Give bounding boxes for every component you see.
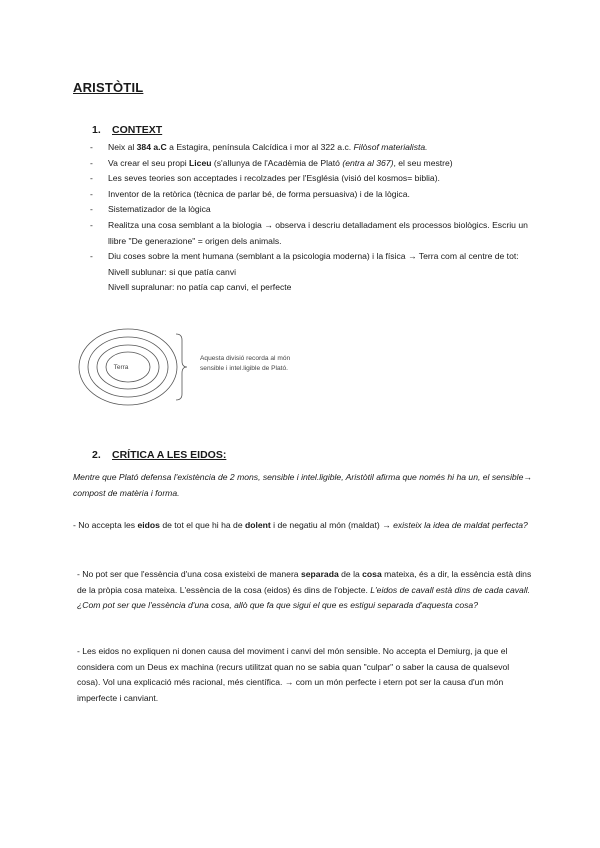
list-item: - Realitza una cosa semblant a la biologia → observa i descriu detalladament els processos biològics. Escriu un llibre "De generazione" = origen dels animals. xyxy=(90,219,528,246)
section-title: CONTEXT xyxy=(112,124,163,136)
context-list xyxy=(90,140,540,296)
list-item: - Sistematizador de la lògica xyxy=(90,204,211,215)
paragraph-essencia: - No pot ser que l'essència d'una cosa existeixi de manera separada de la cosa mateixa, és a dir, la essència està dins de la pròpia cosa mateixa. L'essència de la cosa (eidos) és dins de l'objecte. L'eidos de cavall està dins de cada cavall. ¿Com pot ser que l'essència d'una cosa, allò que fa que sigui el que es estigui separada d'aquesta cosa? xyxy=(77,569,532,611)
sublist-item-supralunar: Nivell supralunar: no patía cap canvi, el perfecte xyxy=(108,282,292,293)
list-item: - Diu coses sobre la ment humana (semblant a la psicologia moderna) i la física → Terra com al centre de tot: xyxy=(90,251,519,262)
sublist-item-sublunar: Nivell sublunar: si que patía canvi xyxy=(108,266,237,277)
section-heading-critica xyxy=(92,449,226,461)
diagram-note-line1: Aquesta divisió recorda al món xyxy=(200,355,291,362)
cosmos-diagram xyxy=(78,326,338,411)
document-title: ARISTÒTIL xyxy=(73,80,144,95)
list-item: - Neix al 384 a.C a Estagira, península Calcídica i mor al 322 a.c. Filòsof materialista. xyxy=(90,142,428,152)
section-title: CRÍTICA A LES EIDOS: xyxy=(112,449,227,461)
list-item: - Les seves teories son acceptades i recolzades per l'Església (visió del kosmos= biblia). xyxy=(90,173,440,184)
earth-label: Terra xyxy=(113,364,129,371)
paragraph-dolent: - No accepta les eidos de tot el que hi ha de dolent i de negatiu al món (maldat) → existeix la idea de maldat perfecta? xyxy=(73,520,528,530)
list-item: - Va crear el seu propi Liceu (s'allunya de l'Acadèmia de Plató (entra al 367), el seu mestre) xyxy=(90,157,453,168)
section-number: 2. xyxy=(92,449,101,461)
intro-paragraph: Mentre que Plató defensa l'existència de 2 mons, sensible i intel.ligible, Aristòtil afirma que només hi ha un, el sensible→ compost de matèria i forma. xyxy=(73,472,532,498)
section-heading-context xyxy=(92,124,162,136)
diagram-note-line2: sensible i intel.ligible de Plató. xyxy=(200,365,288,372)
section-number: 1. xyxy=(92,124,101,136)
list-item: - Inventor de la retòrica (tècnica de parlar bé, de forma persuasiva) i de la lògica. xyxy=(90,188,410,199)
paragraph-moviment: - Les eidos no expliquen ni donen causa del moviment i canvi del món sensible. No accepta el Demiurg, ja que el considera com un Deus ex machina (recurs utilitzat quan no se sabia quan "culpar" o saber la causa de qualsevol cosa). Vol una explicació més racional, més científica. → com un món perfecte i etern pot ser la causa d'un món imperfecte i canviant. xyxy=(77,646,510,703)
brace xyxy=(176,334,187,400)
